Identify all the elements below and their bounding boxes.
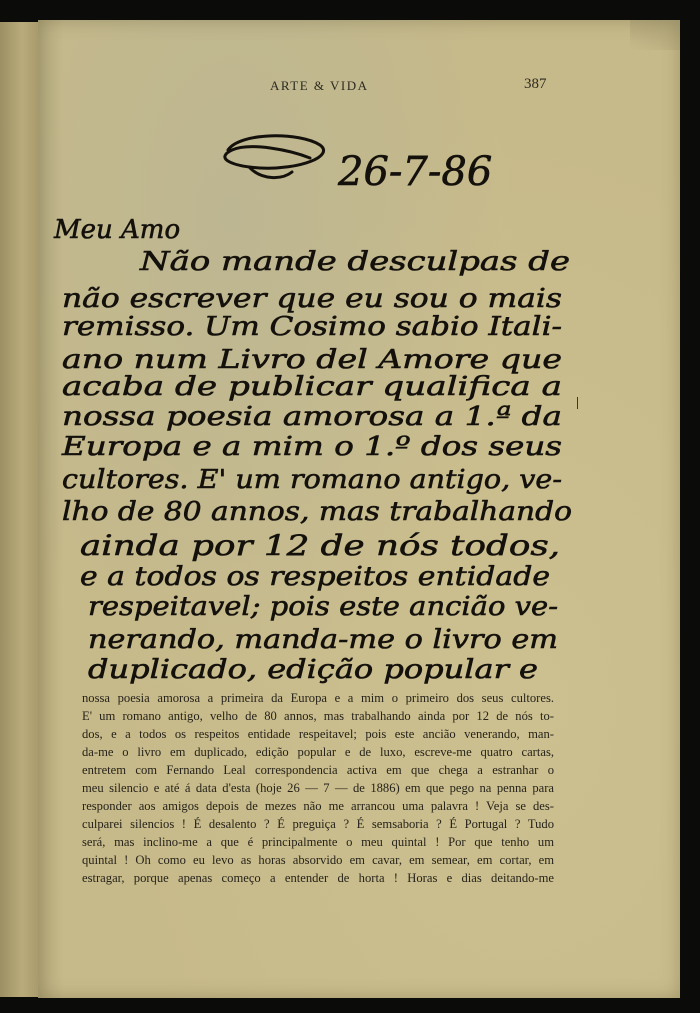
page-number: 387 [524,76,547,92]
printed-line: dos, e a todos os respeitos entidade respeitavel; pois este ancião venerando, man- [82,727,554,741]
handwritten-line: não escrever que eu sou o mais [62,284,562,314]
handwritten-line: Não mande desculpas de [138,247,571,277]
handwritten-line: Meu Amo [54,215,181,245]
handwritten-flourish [225,136,324,178]
running-title: ARTE & VIDA [270,78,369,93]
printed-line: estragar, porque apenas começo a entender de horta ! Horas e dias deitando-me [82,871,554,885]
handwritten-line: remisso. Um Cosimo sabio Itali- [62,312,562,342]
handwritten-line: ainda por 12 de nós todos, [80,529,560,562]
printed-line: E' um romano antigo, velho de 80 annos, mas trabalhando ainda por 12 de nós to- [82,709,554,723]
handwritten-line: e a todos os respeitos entidade [80,562,550,592]
printed-line: entretem com Fernando Leal correspondencia activa em que chega a estranhar o [82,763,554,777]
printed-line: será, mas inclino-me a que é principalmente o meu quintal ! Por que tenho um [82,835,554,849]
printed-line: meu silencio e até á data d'esta (hoje 26 — 7 — de 1886) em que pego na penna para [82,781,554,795]
handwritten-line: cultores. E' um romano antigo, ve- [62,465,562,495]
handwritten-line: lho de 80 annos, mas trabalhando [62,497,572,527]
printed-line: da-me o livro em duplicado, edição popular e de luxo, escreve-me quatro cartas, [82,745,554,759]
handwritten-line: Europa e a mim o 1.º dos seus [60,432,562,462]
printed-line: responder aos amigos depois de mezes não me arrancou uma palavra ! Veja se des- [82,799,554,813]
handwritten-line: respeitavel; pois este ancião ve- [88,592,558,622]
handwritten-date: 26-7-86 [338,149,493,195]
printed-line: nossa poesia amorosa a primeira da Europa e a mim o primeiro dos seus cultores. [82,691,554,705]
handwritten-line: nossa poesia amorosa a 1.ª da [62,402,562,432]
printed-line: quintal ! Oh como eu levo as horas absorvido em cavar, em semear, em cortar, em [82,853,554,867]
handwritten-line: nerando, manda-me o livro em [88,625,558,655]
printed-line: culparei silencios ! É desalento ? É preguiça ? É semsaboria ? É Portugal ? Tudo [82,817,554,831]
printed-transcription [82,689,554,887]
handwritten-line: ano num Livro del Amore que [62,345,562,375]
handwritten-line: duplicado, edição popular e [88,655,538,685]
handwritten-line: acaba de publicar qualifica a [62,372,562,402]
margin-mark [577,397,578,409]
